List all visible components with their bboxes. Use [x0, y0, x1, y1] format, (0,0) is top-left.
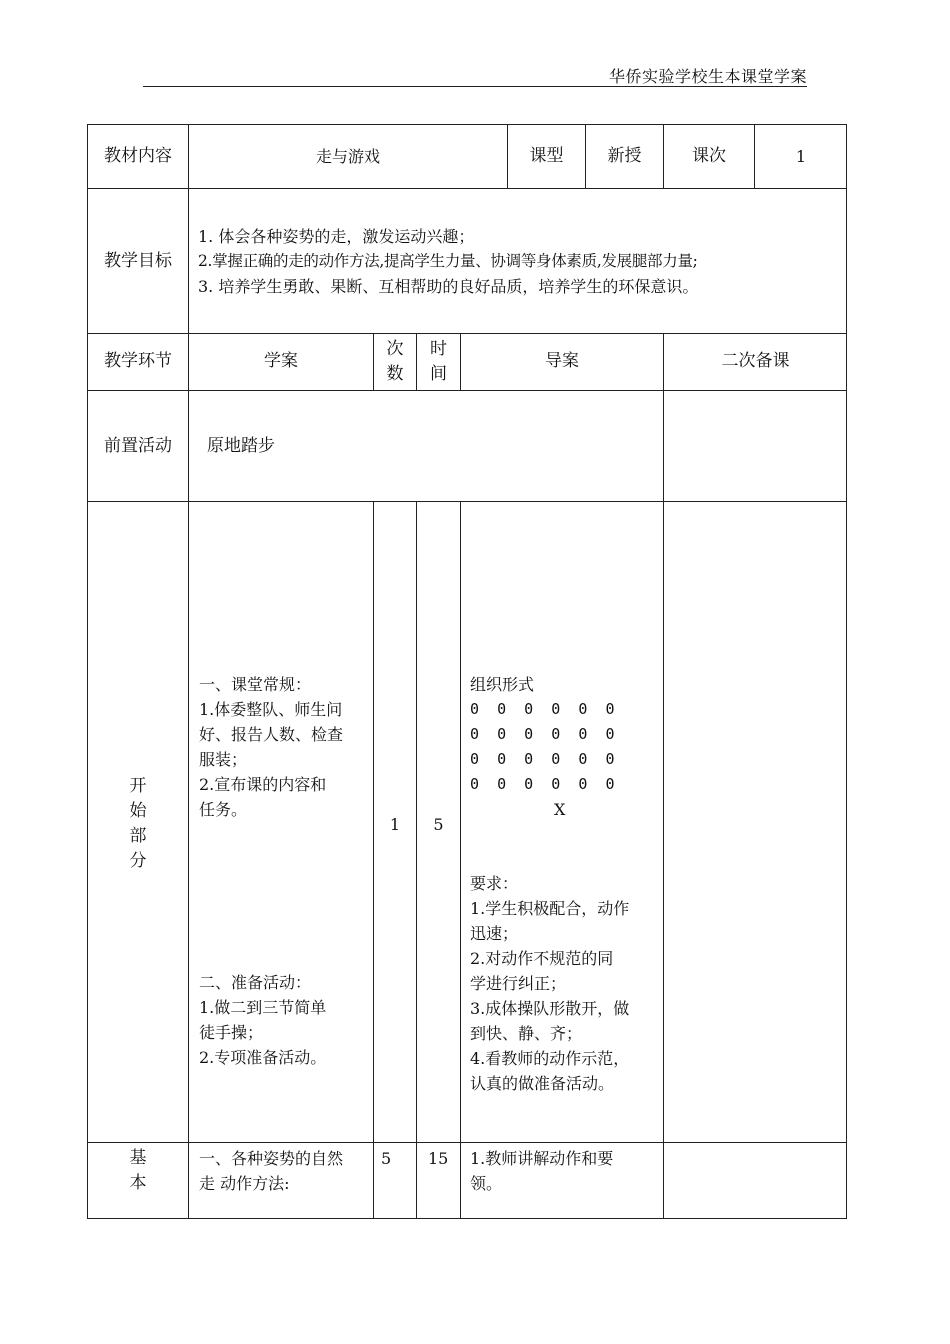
session-label: 课次 — [692, 146, 726, 166]
objective-item: 3. 培养学生勇敢、果断、互相帮助的良好品质，培养学生的环保意识。 — [198, 277, 699, 296]
basic-label-char: 本 — [129, 1173, 147, 1193]
opening-label-char: 开 — [129, 776, 147, 796]
count-header-1: 次 — [386, 339, 404, 359]
count-header-2: 数 — [386, 364, 404, 384]
routine-line: 2.宣布课的内容和 — [199, 775, 327, 794]
row-divider — [87, 1142, 847, 1143]
warmup-line: 徒手操； — [199, 1023, 264, 1042]
objective-item: 1. 体会各种姿势的走，激发运动兴趣； — [198, 227, 475, 246]
lesson-type-label: 课型 — [529, 146, 564, 166]
formation-row: 0 0 0 0 0 0 — [470, 700, 615, 718]
routine-line: 好、报告人数、检查 — [199, 725, 344, 744]
routine-line: 服装； — [199, 750, 248, 769]
phase-header: 教学环节 — [104, 351, 172, 371]
plan-header: 学案 — [264, 351, 298, 371]
pre-activity-label: 前置活动 — [104, 436, 172, 456]
basic-guide-line: 1.教师讲解动作和要 — [470, 1149, 614, 1168]
basic-count: 5 — [381, 1149, 392, 1168]
teacher-position-mark: X — [554, 800, 566, 819]
formation-row: 0 0 0 0 0 0 — [470, 725, 615, 743]
opening-time: 5 — [433, 815, 444, 834]
basic-label-char: 基 — [129, 1148, 147, 1168]
header-rule — [143, 86, 807, 87]
warmup-line: 二、准备活动： — [199, 973, 312, 992]
lesson-type-value: 新授 — [607, 146, 642, 166]
objectives-label: 教学目标 — [104, 251, 172, 271]
warmup-line: 1.做二到三节简单 — [199, 998, 327, 1017]
row-divider — [87, 333, 847, 334]
col-divider — [188, 124, 189, 1219]
requirement-line: 学进行纠正； — [470, 974, 567, 993]
formation-title: 组织形式 — [470, 675, 535, 694]
col-divider — [416, 501, 417, 1219]
warmup-line: 2.专项准备活动。 — [199, 1048, 327, 1067]
requirement-line: 认真的做准备活动。 — [470, 1074, 615, 1093]
col-divider — [373, 501, 374, 1219]
basic-time: 15 — [428, 1149, 449, 1168]
requirement-line: 2.对动作不规范的同 — [470, 949, 614, 968]
material-label: 教材内容 — [104, 146, 172, 166]
requirement-line: 迅速； — [470, 924, 519, 943]
opening-count: 1 — [389, 815, 401, 834]
formation-row: 0 0 0 0 0 0 — [470, 775, 615, 793]
routine-line: 任务。 — [199, 800, 248, 819]
opening-label-char: 始 — [129, 801, 147, 821]
time-header-2: 间 — [430, 364, 447, 384]
time-header-1: 时 — [430, 339, 447, 359]
formation-row: 0 0 0 0 0 0 — [470, 750, 615, 768]
row-divider — [87, 501, 847, 502]
requirement-line: 4.看教师的动作示范， — [470, 1049, 630, 1068]
col-divider — [663, 333, 664, 1219]
secondary-prep-header: 二次备课 — [721, 351, 790, 371]
basic-guide-line: 领。 — [470, 1174, 503, 1193]
col-divider — [460, 501, 461, 1219]
opening-label-char: 部 — [129, 826, 147, 846]
material-content: 走与游戏 — [315, 147, 380, 166]
routine-line: 1.体委整队、师生问 — [199, 700, 343, 719]
session-value: 1 — [795, 147, 807, 166]
requirements-title: 要求： — [470, 874, 519, 893]
opening-label-char: 分 — [129, 851, 147, 871]
routine-line: 一、课堂常规： — [199, 675, 312, 694]
basic-plan-line: 一、各种姿势的自然 — [199, 1149, 344, 1168]
guide-header: 导案 — [545, 351, 579, 371]
row-divider — [87, 188, 847, 189]
requirement-line: 到快、静、齐； — [470, 1024, 583, 1043]
requirement-line: 1.学生积极配合，动作 — [470, 899, 630, 918]
basic-plan-line: 走 动作方法: — [199, 1174, 290, 1193]
row-divider — [87, 390, 847, 391]
objective-item: 2.掌握正确的走的动作方法,提高学生力量、协调等身体素质,发展腿部力量; — [198, 252, 698, 270]
pre-activity-content: 原地踏步 — [207, 436, 275, 456]
document-header-title: 华侨实验学校生本课堂学案 — [608, 67, 807, 86]
requirement-line: 3.成体操队形散开，做 — [470, 999, 630, 1018]
